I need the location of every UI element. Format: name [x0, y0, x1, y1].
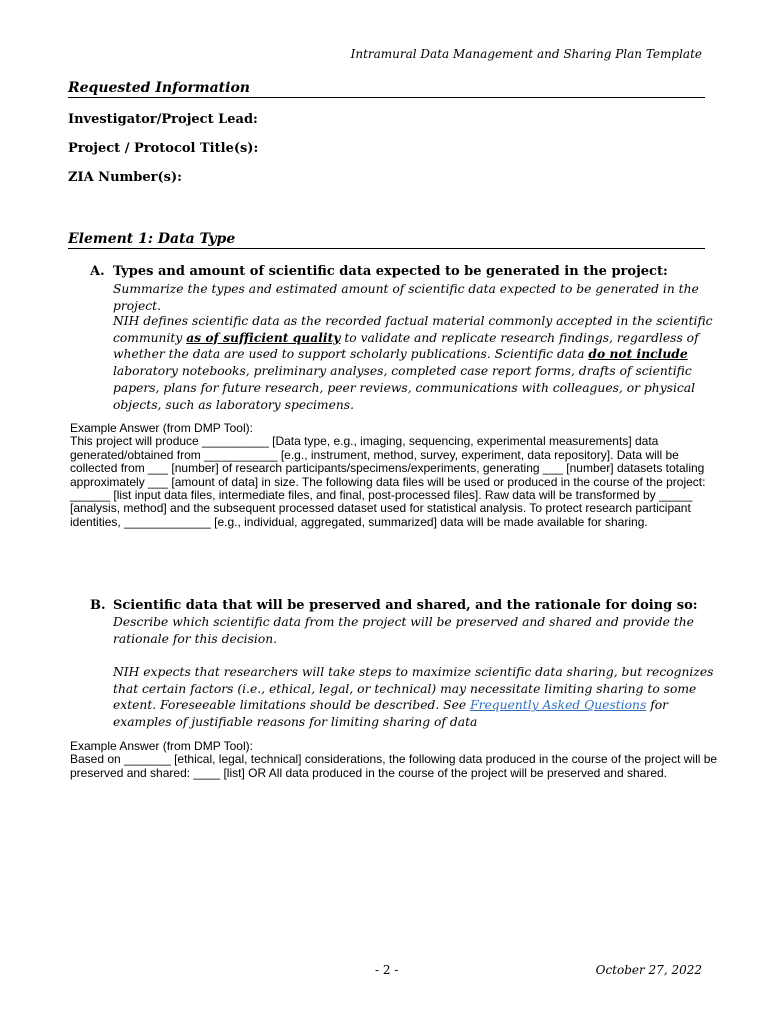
item-a-example-label: Example Answer (from DMP Tool):: [70, 421, 253, 435]
element1-heading: Element 1: Data Type: [68, 231, 705, 249]
faq-link[interactable]: Frequently Asked Questions: [470, 698, 647, 713]
footer-page-number: - 2 -: [375, 963, 399, 977]
item-b-nih-text-2: for examples of justifiable reasons for limiting sharing of data: [113, 698, 669, 730]
item-a-summary: Summarize the types and estimated amount of scientific data expected to be generated in the project.: [113, 282, 699, 313]
zia-number-label: ZIA Number(s):: [68, 170, 182, 185]
item-b-example: [70, 740, 725, 780]
item-b-nih-expectations: [113, 664, 718, 731]
item-b-title: Scientific data that will be preserved and shared, and the rationale for doing so:: [113, 598, 698, 613]
item-a-title: Types and amount of scientific data expected to be generated in the project:: [113, 264, 668, 279]
header-title: Intramural Data Management and Sharing Plan Template: [350, 47, 702, 61]
item-a-letter: A.: [90, 264, 105, 279]
investigator-label: Investigator/Project Lead:: [68, 112, 258, 127]
item-a-nih-text-3: laboratory notebooks, preliminary analyses, completed case report forms, drafts of scientific papers, plans for future research, peer reviews, communications with colleagues, or physical objects, such as laboratory specimens.: [113, 364, 696, 412]
item-a-nih-definition: [113, 313, 718, 413]
item-a-nih-emphasis-1: as of sufficient quality: [186, 329, 341, 345]
item-b-letter: B.: [90, 598, 106, 613]
project-title-label: Project / Protocol Title(s):: [68, 141, 259, 156]
item-a-example: [70, 422, 725, 529]
footer-date: October 27, 2022: [595, 963, 702, 977]
item-a-nih-text-1: NIH defines scientific data as the recorded factual material commonly accepted in the scientific community: [113, 314, 713, 345]
item-b-example-text: Based on _______ [ethical, legal, technical] considerations, the following data produced in the course of the project will be preserved and shared: ____ [list] OR All data produced in the course of the project will be preserved and shared.: [70, 752, 718, 780]
item-b-nih-text-1: NIH expects that researchers will take steps to maximize scientific data sharing, but recognizes that certain factors (i.e., ethical, legal, or technical) may necessitate limiting sharing to some extent. Foreseeable limitations should be described. See: [113, 665, 714, 713]
item-b-example-label: Example Answer (from DMP Tool):: [70, 739, 253, 753]
item-b-summary: Describe which scientific data from the project will be preserved and shared and provide the rationale for this decision.: [113, 615, 694, 646]
item-a-example-text: This project will produce __________ [Data type, e.g., imaging, sequencing, experimental measurements] data generated/obtained from ___________ [e.g., instrument, method, survey, experiment, data repository]. Data will be collected from ___ [number] of research participants/specimens/experiments, generating ___ [number] datasets totaling approximately ___ [amount of data] in size. The following data files will be used or produced in the course of the project: ______ [list input data files, intermediate files, and final, post-processed files]. Raw data will be transformed by _____ [analysis, method] and the subsequent processed dataset used for statistical analysis. To protect research participant identities, _____________ [e.g., individual, aggregated, summarized] data will be made available for sharing.: [70, 434, 706, 529]
requested-information-heading: Requested Information: [68, 80, 705, 98]
item-a-nih-text-2: to validate and replicate research findings, regardless of whether the data are used to support scholarly publications. Scientific data: [113, 330, 699, 362]
item-a-nih-emphasis-2: do not include: [588, 346, 688, 362]
